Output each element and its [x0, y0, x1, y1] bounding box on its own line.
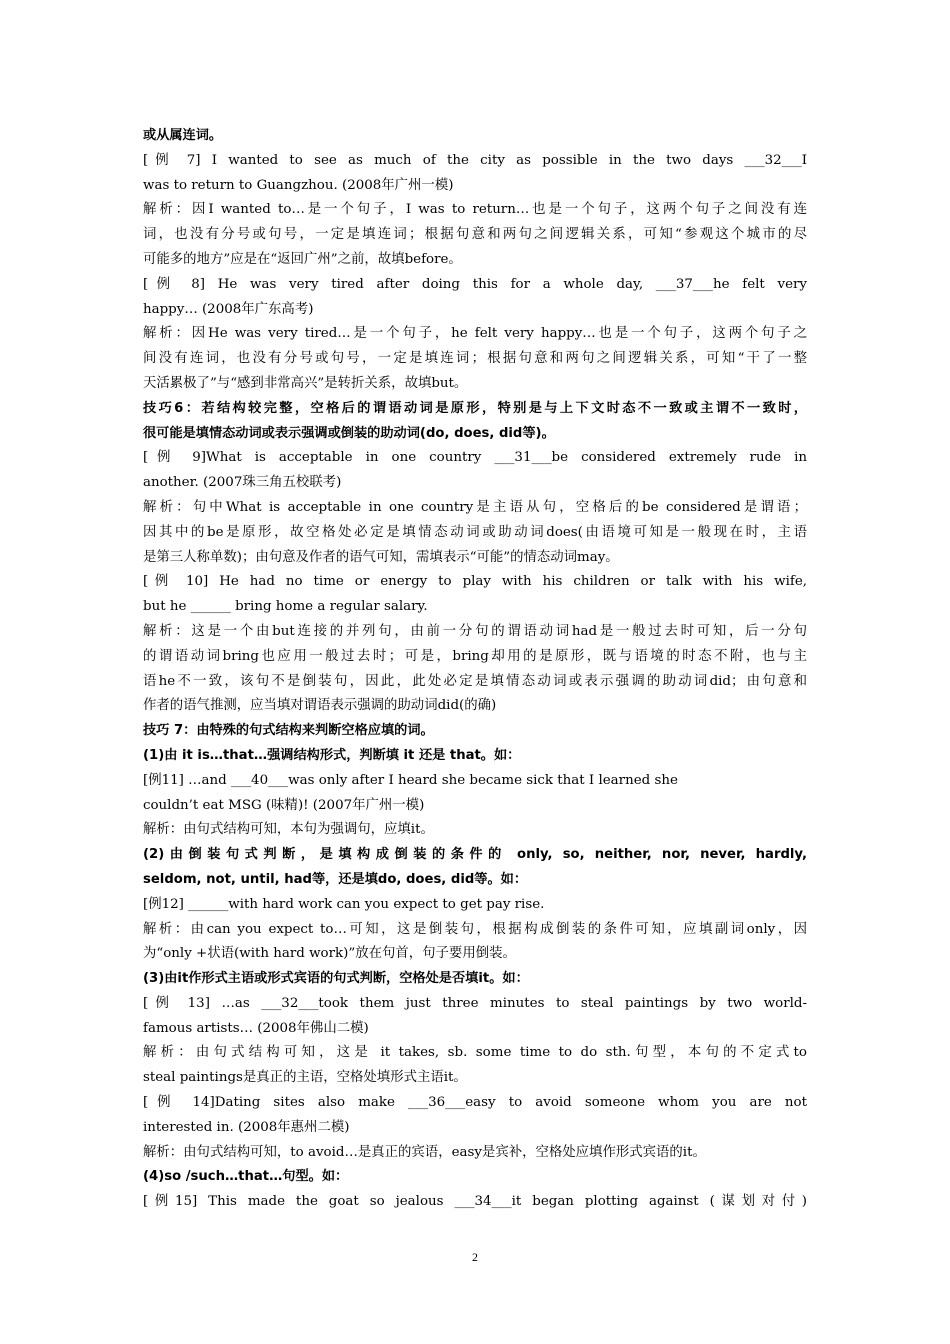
text-line: 间没有连词，也没有分号或句号，一定是填连词；根据句意和两句之间逻辑关系，可知“干了一整: [143, 351, 807, 367]
text-line: 天活累极了”与“感到非常高兴”是转折关系，故填but。: [143, 375, 468, 391]
text-line: was to return to Guangzhou. (2008年广州一模): [143, 177, 454, 193]
section-heading-line: (3)由it作形式主语或形式宾语的句式判断，空格处是否填it。如：: [143, 971, 529, 987]
text-line: 语he不一致，该句不是倒装句，因此，此处必定是填情态动词或表示强调的助动词did；由句意和: [143, 673, 807, 689]
text-line: 解析：因He was very tired…是一个句子，he felt very happy…也是一个句子，这两个句子之: [143, 326, 807, 342]
text-line: 可能多的地方”应是在“返回广州”之前，故填before。: [143, 251, 462, 267]
text-line: [例 14]Dating sites also make ___36___easy to avoid someone whom you are not: [143, 1095, 807, 1111]
section-heading-line: (1)由 it is…that…强调结构形式，判断填 it 还是 that。如：: [143, 747, 521, 763]
text-line: 解析：由句式结构可知，这是 it takes, sb. some time to do sth.句型，本句的不定式to: [143, 1045, 807, 1061]
text-line: 为“only +状语(with hard work)”放在句首，句子要用倒装。: [143, 946, 516, 962]
text-line: 解析：句中What is acceptable in one country是主语从句，空格后的be considered是谓语；: [143, 499, 807, 515]
text-line: [例15] This made the goat so jealous ___34___it began plotting against (谋划对付): [143, 1194, 807, 1210]
page-number: 2: [472, 1250, 478, 1264]
text-line: another. (2007珠三角五校联考): [143, 475, 342, 491]
text-line: 解析：这是一个由but连接的并列句，由前一分句的谓语动词had是一般过去时可知，后一分句: [143, 623, 807, 639]
section-heading-line: 或从属连词。: [143, 128, 223, 143]
text-line: 解析：由can you expect to…可知，这是倒装句，根据构成倒装的条件可知，应填副词only，因: [143, 921, 807, 937]
section-heading-line: 技巧 7：由特殊的句式结构来判断空格应填的词。: [143, 723, 434, 739]
section-heading-line: (2)由倒装句式判断，是填构成倒装的条件的 only, so, neither, nor, never, hardly,: [143, 847, 807, 863]
text-line: 解析：由句式结构可知，to avoid…是真正的宾语，easy是宾补，空格处应填作形式宾语的it。: [143, 1144, 706, 1160]
text-line: 的谓语动词bring也应用一般过去时；可是，bring却用的是原形，既与语境的时态不附，也与主: [143, 648, 807, 664]
text-line: [例12] ______with hard work can you expect to get pay rise.: [143, 896, 545, 912]
text-line: [例11] …and ___40___was only after I heard she became sick that I learned she: [143, 772, 678, 788]
text-line: but he ______ bring home a regular salary.: [143, 599, 428, 615]
text-line: 词，也没有分号或句号，一定是填连词；根据句意和两句之间逻辑关系，可知“参观这个城市的尽: [143, 227, 807, 243]
section-heading-line: 很可能是填情态动词或表示强调或倒装的助动词(do, does, did等)。: [143, 425, 555, 441]
text-line: [例 9]What is acceptable in one country ___31___be considered extremely rude in: [143, 450, 807, 466]
text-line: 是第三人称单数)；由句意及作者的语气可知，需填表示“可能”的情态动词may。: [143, 549, 619, 565]
text-line: [例 13] …as ___32___took them just three minutes to steal paintings by two world-: [143, 995, 807, 1011]
text-line: interested in. (2008年惠州二模): [143, 1119, 350, 1135]
text-line: 因其中的be是原形，故空格处必定是填情态动词或助动词does(由语境可知是一般现在时，主语: [143, 524, 807, 540]
text-line: famous artists… (2008年佛山二模): [143, 1020, 369, 1036]
text-line: [例 7] I wanted to see as much of the city as possible in the two days ___32___I: [143, 152, 807, 168]
text-line: happy… (2008年广东高考): [143, 301, 314, 317]
text-line: [例 8] He was very tired after doing this for a whole day, ___37___he felt very: [143, 276, 807, 292]
text-line: [例 10] He had no time or energy to play with his children or talk with his wife,: [143, 574, 807, 590]
text-line: 解析：因I wanted to…是一个句子，I was to return…也是一个句子，这两个句子之间没有连: [143, 202, 807, 218]
text-line: 作者的语气推测，应当填对谓语表示强调的助动词did(的确): [143, 698, 497, 714]
section-heading-line: 技巧6：若结构较完整，空格后的谓语动词是原形，特别是与上下文时态不一致或主谓不一致时，: [143, 400, 807, 416]
section-heading-line: seldom, not, until, had等，还是填do, does, did等。如：: [143, 871, 528, 887]
text-line: couldn’t eat MSG (味精)! (2007年广州一模): [143, 797, 425, 813]
text-line: 解析：由句式结构可知，本句为强调句，应填it。: [143, 822, 434, 838]
text-line: steal paintings是真正的主语，空格处填形式主语it。: [143, 1070, 467, 1086]
section-heading-line: (4)so /such…that…句型。如：: [143, 1169, 349, 1185]
document-body: [143, 124, 807, 1215]
